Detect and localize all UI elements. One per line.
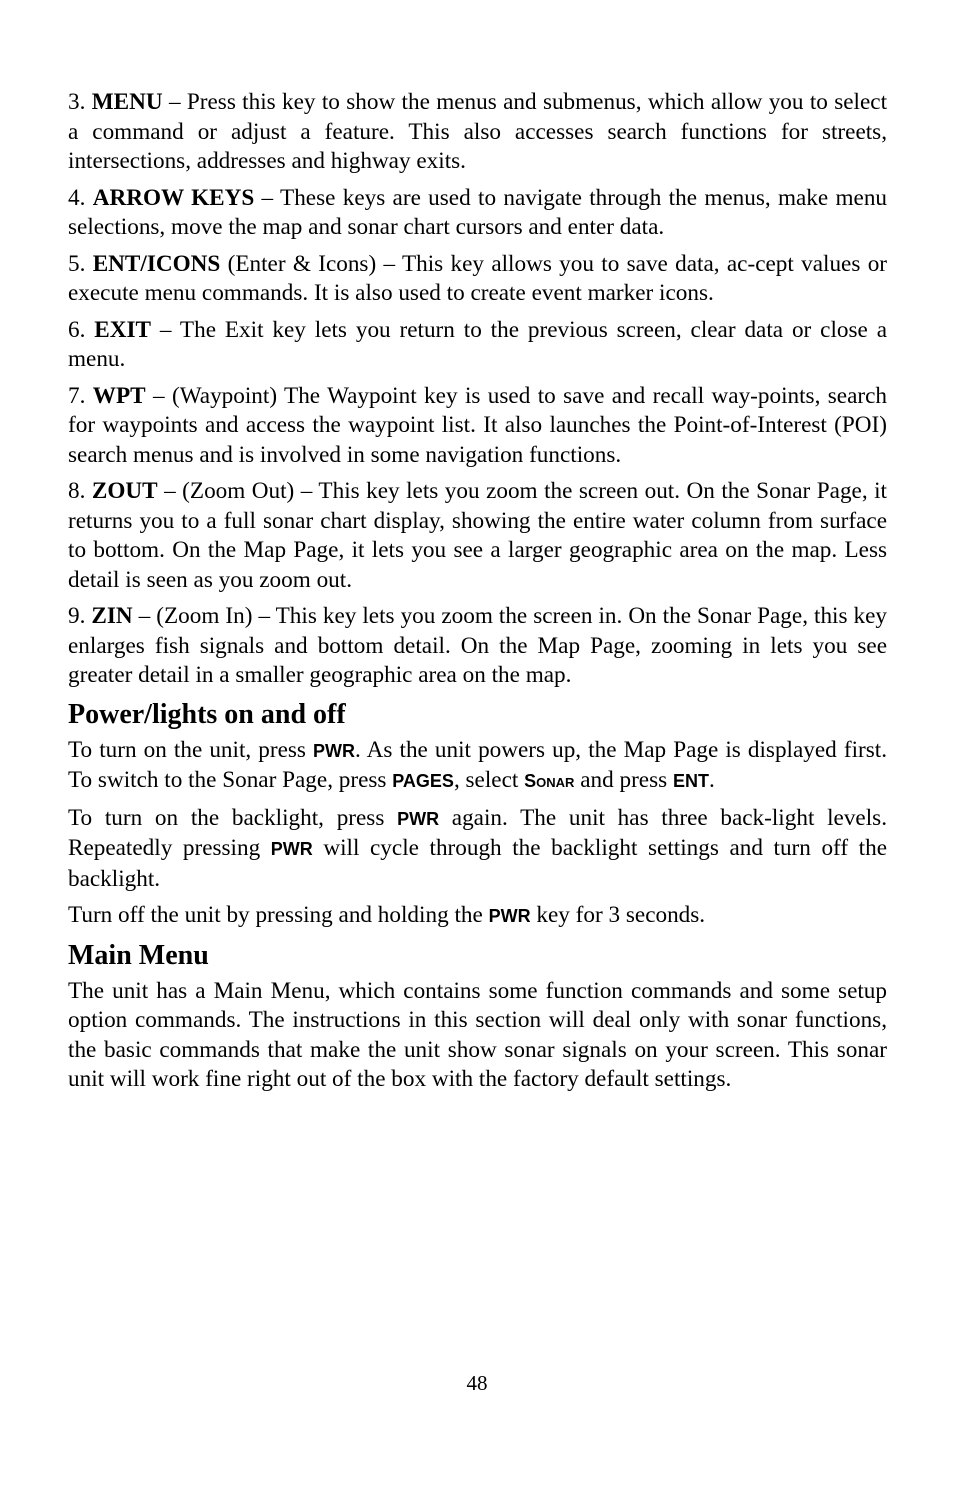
power-paragraph-2 (68, 804, 887, 895)
key-name: ENT/ICONS (92, 250, 221, 277)
key-pwr: PWR (488, 906, 531, 926)
text: To turn on the unit, press (68, 736, 314, 763)
page-content (68, 88, 887, 1102)
key-pwr: PWR (313, 740, 356, 761)
section-heading-main-menu: Main Menu (68, 939, 209, 971)
item-text: – (Zoom In) – This key lets you zoom the screen in. On the Sonar Page, this key enlarges fish signals and bottom detail. On the Map Page, zooming in lets you see greater detail in a smaller geographic area on the map. (68, 603, 887, 688)
item-text: – (Waypoint) The Waypoint key is used to save and recall way-points, search for waypoints and access the waypoint list. It also launches the Point-of-Interest (POI) search menus and is involved in some navigation functions. (68, 382, 887, 468)
page-number: 48 (466, 1371, 488, 1395)
item-zout (68, 477, 887, 595)
key-pages: PAGES (392, 771, 454, 791)
item-text: – The Exit key lets you return to the previous screen, clear data or close a menu. (68, 316, 887, 372)
main-menu-paragraph: The unit has a Main Menu, which contains some function commands and some setup option commands. The instructions in this section will deal only with sonar functions, the basic commands that make the unit show sonar signals on your screen. This sonar unit will work fine right out of the box with the factory default settings. (68, 977, 887, 1092)
item-number: 7. (68, 382, 86, 409)
power-paragraph-3 (68, 901, 887, 932)
item-text: (Enter & Icons) – This key allows you to save data, ac-cept values or execute menu commands. It is also used to create event marker icons. (68, 250, 888, 306)
item-number: 8. (68, 478, 86, 504)
key-name: ZIN (91, 603, 133, 629)
text: . (708, 767, 715, 793)
text: will cycle through the backlight settings and turn off the backlight. (68, 835, 887, 892)
item-text: – Press this key to show the menus and submenus, which allow you to select a command or adjust a feature. This also accesses search functions for streets, intersections, addresses and highway exits. (68, 89, 888, 174)
item-arrow-keys (68, 184, 887, 243)
text: again. The unit has three back-light levels. Repeatedly pressing (68, 804, 887, 861)
item-exit (68, 316, 887, 375)
key-name: ZOUT (91, 478, 158, 504)
text: key for 3 seconds. (530, 902, 706, 928)
key-name: MENU (91, 89, 163, 115)
item-wpt (68, 382, 887, 471)
item-text: – (Zoom Out) – This key lets you zoom the screen out. On the Sonar Page, it returns you to a full sonar chart display, showing the entire water column from surface to bottom. On the Map Page, it lets you see a larger geographic area on the map. Less detail is seen as you zoom out. (68, 478, 887, 593)
text: and press (574, 767, 673, 793)
section-heading-power: Power/lights on and off (68, 698, 346, 730)
power-paragraph-1 (68, 736, 887, 797)
key-ent: ENT (672, 771, 709, 791)
item-number: 9. (68, 603, 86, 629)
key-pwr: PWR (397, 808, 440, 829)
text: To turn on the backlight, press (68, 804, 398, 831)
text: Turn off the unit by pressing and holding the (68, 902, 489, 928)
key-pwr: PWR (270, 839, 313, 859)
item-number: 4. (68, 184, 86, 211)
item-number: 3. (68, 89, 86, 115)
item-number: 5. (68, 250, 86, 277)
key-sonar: Sonar (524, 771, 575, 791)
item-number: 6. (68, 316, 86, 343)
item-zin (68, 602, 887, 691)
item-menu (68, 88, 887, 177)
key-name: ARROW KEYS (92, 184, 255, 211)
text: , select (453, 767, 525, 793)
key-name: WPT (92, 382, 146, 409)
key-name: EXIT (94, 316, 151, 343)
item-ent-icons (68, 250, 887, 309)
item-text: – These keys are used to navigate through the menus, make menu selections, move the map and sonar chart cursors and enter data. (68, 184, 888, 240)
text: . As the unit powers up, the Map Page is displayed first. To switch to the Sonar Page, press (68, 736, 888, 793)
